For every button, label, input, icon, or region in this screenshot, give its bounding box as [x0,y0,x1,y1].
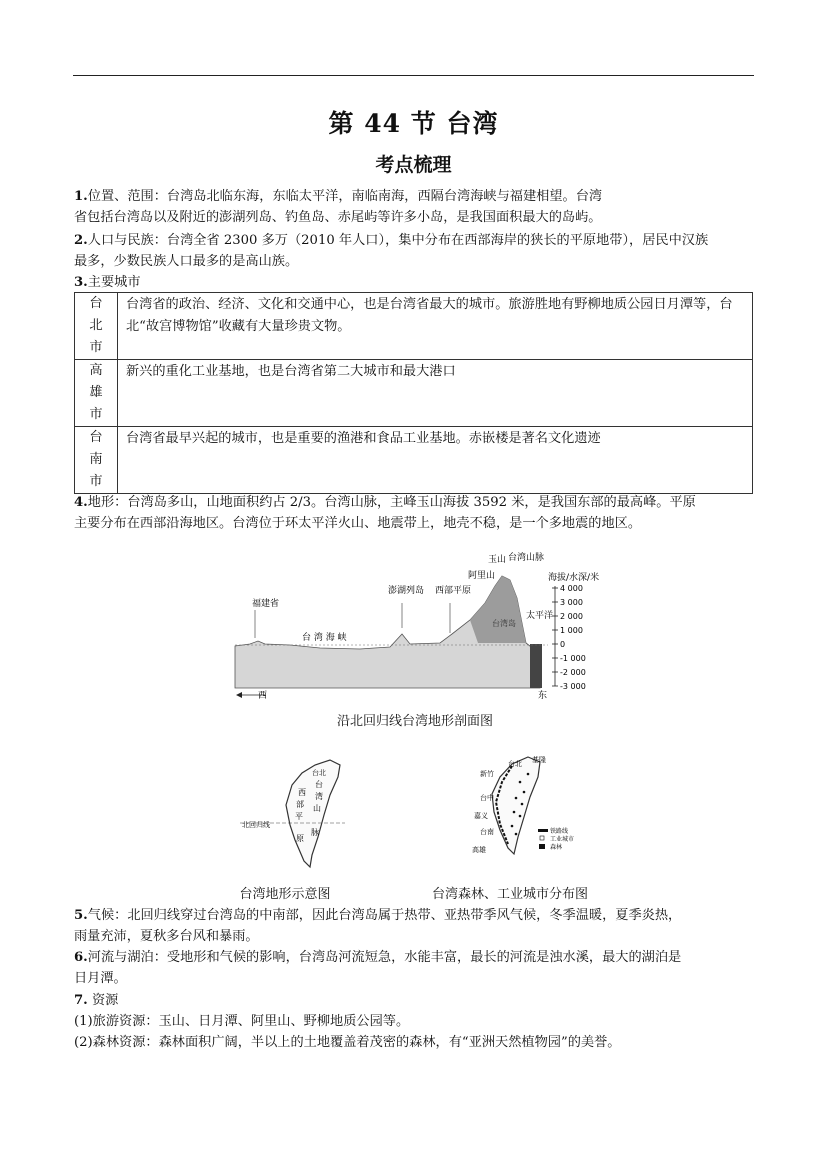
section-number: 1. [74,189,88,204]
label-strait: 台 湾 海 峡 [302,633,347,643]
axis-tick-label: -3 000 [560,682,586,691]
svg-text:台中: 台中 [480,794,494,802]
section-5 [74,905,754,947]
city-name: 台 北 市 [75,293,118,360]
section-number: 2. [74,233,88,248]
section-6 [74,947,754,989]
section-text: 气候：北回归线穿过台湾岛的中南部，因此台湾岛属于热带、亚热带季风气候，冬季温暖，夏季炎热， [87,908,682,923]
axis-tick-label: 3 000 [560,598,583,607]
terrain-profile-figure [230,548,600,700]
svg-text:山: 山 [313,804,321,813]
table-row [75,360,753,427]
label-alishan: 阿里山 [468,571,496,581]
axis-tick-label: -1 000 [560,654,586,663]
axis-tick-label: -2 000 [560,668,586,677]
section-3 [74,272,754,293]
section-1 [74,186,754,228]
svg-text:台北: 台北 [508,760,522,768]
forest-map-figure [450,752,600,862]
terrain-map-caption: 台湾地形示意图 [239,887,331,902]
section-text: 省包括台湾岛以及附近的澎湖列岛、钓鱼岛、赤尾屿等许多小岛，是我国面积最大的岛屿。 [74,210,602,225]
svg-text:脉: 脉 [311,828,319,837]
svg-text:高雄: 高雄 [472,846,486,854]
section-text: 最多，少数民族人口最多的是高山族。 [74,254,299,269]
axis-tick-label: 4 000 [560,584,583,593]
label-fujian: 福建省 [252,599,280,609]
page-title: 第 44 节 台湾 [328,109,499,138]
axis-tick-label: 0 [560,640,566,649]
profile-caption: 沿北回归线台湾地形剖面图 [336,714,493,729]
taiwan-island-outline [492,757,540,854]
terrain-map-figure [240,755,360,875]
label-west: 西 [258,691,268,700]
label-penghu: 澎湖列岛 [388,586,425,596]
section-4 [74,492,754,534]
city-description: 新兴的重化工业基地，也是台湾省第二大城市和最大港口 [118,360,753,427]
svg-text:基隆: 基隆 [532,756,546,764]
header-rule [73,75,754,76]
svg-text:西: 西 [298,788,306,797]
axis-tick-label: 1 000 [560,626,583,635]
svg-text:台北: 台北 [312,769,326,777]
city-legend-icon [540,836,544,840]
city-description: 台湾省的政治、经济、文化和交通中心，也是台湾省最大的城市。旅游胜地有野柳地质公园日月潭等，台北“故宫博物馆”收藏有大量珍贵文物。 [118,293,753,360]
page-subtitle: 考点梳理 [375,154,452,176]
section-number: 6. [74,950,88,965]
svg-text:工业城市: 工业城市 [550,836,575,843]
label-tropic: 北回归线 [242,821,270,829]
section-text: 地形：台湾岛多山，山地面积约占 2/3。台湾山脉，主峰玉山海拔 3592 米，是我国东部的最高峰。平原 [87,495,696,510]
svg-text:森林: 森林 [550,844,563,851]
forest-legend-icon [539,844,545,849]
section-7 [74,990,754,1053]
resource-item: (2)森林资源：森林面积广阔，半以上的土地覆盖着茂密的森林，有“亚洲天然植物园”的美誉。 [74,1035,621,1050]
forest-map-caption: 台湾森林、工业城市分布图 [431,887,588,902]
svg-text:平: 平 [295,812,303,821]
section-text: 雨量充沛，夏秋多台风和暴雨。 [74,929,259,944]
axis-tick-label: 2 000 [560,612,583,621]
svg-text:湾: 湾 [315,792,323,801]
svg-text:新竹: 新竹 [480,770,494,778]
cities-table [74,292,753,494]
svg-text:铁路线: 铁路线 [550,828,569,835]
svg-text:台南: 台南 [480,828,494,836]
deep-sea-shape [530,644,542,688]
svg-text:嘉义: 嘉义 [474,812,488,820]
section-number: 7. [74,993,88,1008]
railway-legend-icon [538,829,548,832]
section-text: 资源 [87,993,119,1008]
resource-item: (1)旅游资源：玉山、日月潭、阿里山、野柳地质公园等。 [74,1014,410,1029]
section-number: 5. [74,908,88,923]
section-text: 主要分布在西部沿海地区。台湾位于环太平洋火山、地震带上，地壳不稳，是一个多地震的地区。 [74,516,642,531]
label-plain: 西部平原 [435,586,472,596]
svg-text:台: 台 [315,780,323,789]
city-description: 台湾省最早兴起的城市，也是重要的渔港和食品工业基地。赤嵌楼是著名文化遗迹 [118,427,753,494]
svg-text:原: 原 [296,834,304,843]
section-number: 3. [74,275,88,290]
section-2 [74,230,754,272]
section-text: 人口与民族：台湾全省 2300 多万（2010 年人口），集中分布在西部海岸的狭长的平原地带），居民中汉族 [87,233,709,248]
section-text: 河流与湖泊：受地形和气候的影响，台湾岛河流短急，水能丰富，最长的河流是浊水溪，最大的湖泊是 [87,950,682,965]
axis-title: 海拔/水深/米 [548,573,600,583]
city-name: 台 南 市 [75,427,118,494]
city-name: 高 雄 市 [75,360,118,427]
label-yushan: 玉山 [488,555,507,565]
label-pacific: 太平洋 [526,611,554,621]
section-text: 日月潭。 [74,971,127,986]
section-number: 4. [74,495,88,510]
label-range: 台湾山脉 [508,553,545,563]
table-row [75,427,753,494]
label-east: 东 [538,691,548,700]
svg-text:部: 部 [296,800,304,809]
label-taiwan-island: 台湾岛 [492,619,516,628]
section-text: 主要城市 [87,275,141,290]
section-text: 位置、范围：台湾岛北临东海，东临太平洋，南临南海，西隔台湾海峡与福建相望。台湾 [87,189,603,204]
table-row [75,293,753,360]
